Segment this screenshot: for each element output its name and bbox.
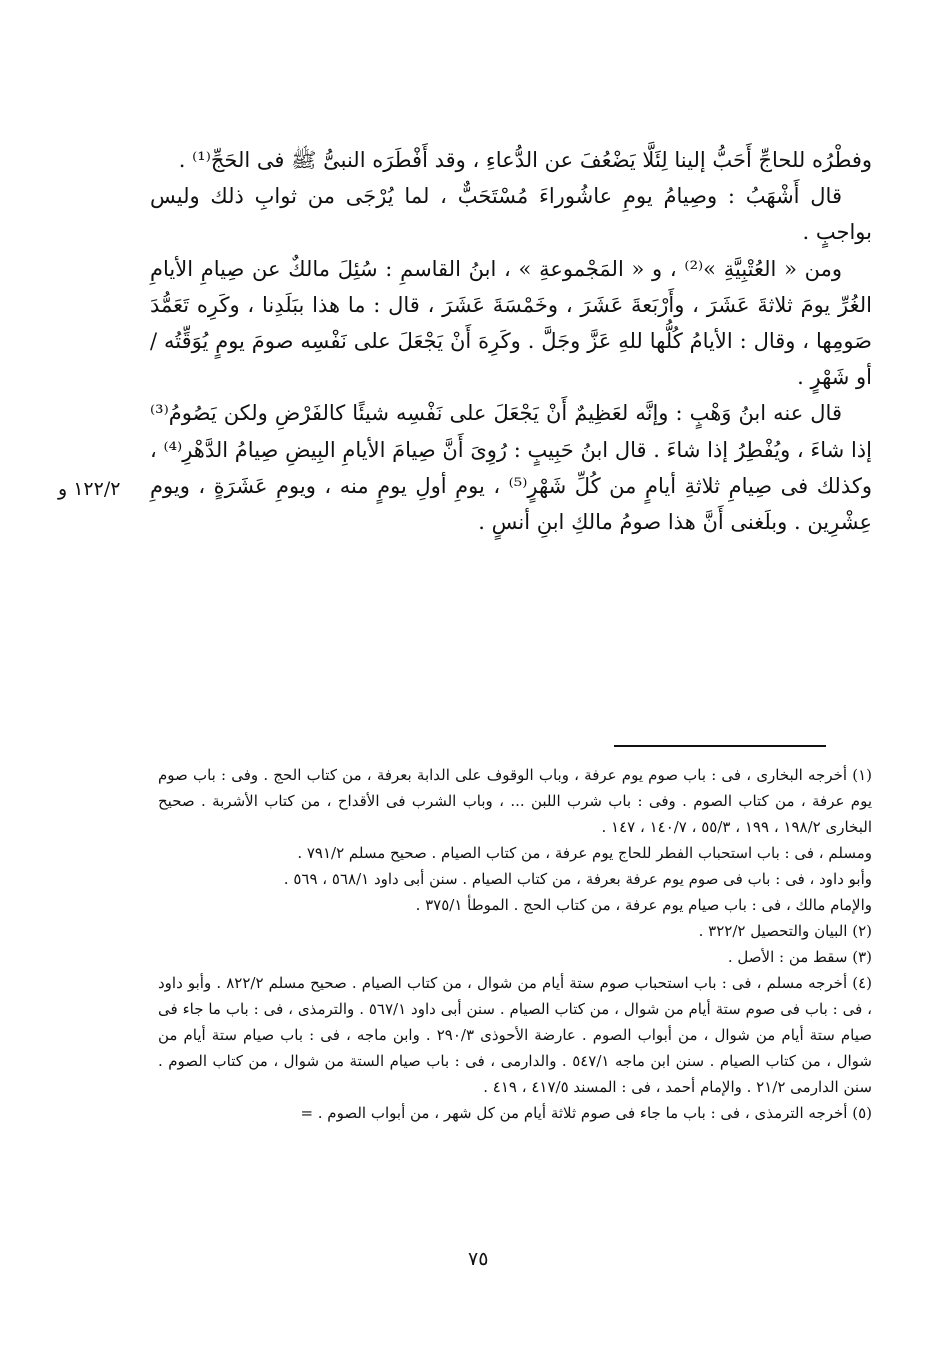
manuscript-folio-marker: ١٢٢/٢ و <box>58 478 121 500</box>
footnote-3: (٣) سقط من : الأصل . <box>727 948 872 966</box>
paragraph-3: ومن « العُتْبِيَّةِ »⁽²⁾ ، و « المَجْموعةِ » ، ابنُ القاسمِ : سُئِلَ مالكٌ عن صِيامِ الأيامِ الغُرِّ يومَ ثلاثةَ عَشَرَ ، وأَرْبَعةَ عَشَرَ ، وخَمْسَةَ عَشَرَ ، قال : ما هذا ببَلَدِنا ، وكَرِه تَعَمُّدَ صَومِها ، وقال : الأيامُ كُلُّها للهِ عَزَّ وجَلَّ . وكَرِهَ أَنْ يَجْعَلَ على نَفْسِه صومَ يومٍ يُوَقِّتُه / أو شَهْرٍ . <box>150 256 872 390</box>
footnote-4: (٤) أخرجه مسلم ، فى : باب استحباب صوم ستة أيام من شوال ، من كتاب الصيام . صحيح مسلم ٨٢٢/٢ . وأبو داود ، فى : باب فى صوم ستة أيام من شوال ، من كتاب الصيام . سنن أبى داود ٥٦٧/١ . والترمذى ، فى : باب ما جاء فى صيام ستة أيام من شوال ، من أبواب الصوم . عارضة الأحوذى ٢٩٠/٣ . وابن ماجه ، فى : باب صيام ستة أيام من شوال ، من كتاب الصيام . سنن ابن ماجه ٥٤٧/١ . والدارمى ، فى : باب صيام الستة من شوال ، من كتاب الصوم . سنن الدارمى ٢١/٢ . والإمام أحمد ، فى : المسند ٤١٧/٥ ، ٤١٩ . <box>158 974 872 1096</box>
footnote-1-continued: وأبو داود ، فى : باب فى صوم يوم عرفة بعرفة ، من كتاب الصيام . سنن أبى داود ٥٦٨/١ ، ٥٦٩ . <box>283 870 872 888</box>
footnote-1: (١) أخرجه البخارى ، فى : باب صوم يوم عرفة ، وباب الوقوف على الدابة بعرفة ، من كتاب الحج . وفى : باب صوم يوم عرفة ، من كتاب الصوم . وفى : باب شرب اللبن ... ، وباب الشرب فى الأقداح ، من كتاب الأشربة . صحيح البخارى ١٩٨/٢ ، ١٩٩ ، ٥٥/٣ ، ١٤٠/٧ ، ١٤٧ . <box>158 766 872 836</box>
paragraph-2: قال أَشْهَبُ : وصِيامُ يومِ عاشُوراءَ مُسْتَحَبٌّ ، لما يُرْجَى من ثوابِ ذلك وليس بواجبٍ . <box>150 184 872 245</box>
paragraph-4: قال عنه ابنُ وَهْبٍ : وإنَّه لعَظِيمٌ أَنْ يَجْعَلَ على نَفْسِه شيئًا كالفَرْضِ ولكن يَصُومُ⁽³⁾ إذا شاءَ ، ويُفْطِرُ إذا شاءَ . قال ابنُ حَبِيبٍ : رُوِىَ أَنَّ صِيامَ الأيامِ البِيضِ صِيامُ الدَّهْرِ⁽⁴⁾ ، وكذلك فى صِيامِ ثلاثةِ أيامٍ من كُلِّ شَهْرٍ⁽⁵⁾ ، يومِ أولِ يومٍ منه ، ويومِ عَشَرَةٍ ، ويومِ عِشْرِين . وبلَغنى أَنَّ هذا صومُ مالكِ ابنِ أنسٍ . <box>150 401 872 535</box>
footnote-divider <box>614 745 826 747</box>
main-text <box>150 142 872 540</box>
footnote-1-continued: ومسلم ، فى : باب استحباب الفطر للحاج يوم عرفة ، من كتاب الصيام . صحيح مسلم ٧٩١/٢ . <box>297 844 872 862</box>
footnotes <box>158 762 872 1126</box>
footnote-1-continued: والإمام مالك ، فى : باب صيام يوم عرفة ، من كتاب الحج . الموطأ ٣٧٥/١ . <box>415 896 872 914</box>
page-number: ٧٥ <box>468 1248 489 1270</box>
footnote-2: (٢) البيان والتحصيل ٣٢٢/٢ . <box>698 922 872 940</box>
footnote-5: (٥) أخرجه الترمذى ، فى : باب ما جاء فى صوم ثلاثة أيام من كل شهر ، من أبواب الصوم . = <box>300 1104 872 1122</box>
paragraph-1: وفطْرُه للحاجِّ أَحَبُّ إلينا لِئَلَّا يَضْعُفَ عن الدُّعاءِ ، وقد أَفْطَرَه النبىُّ ﷺ فى الحَجِّ⁽¹⁾ . <box>178 148 872 172</box>
